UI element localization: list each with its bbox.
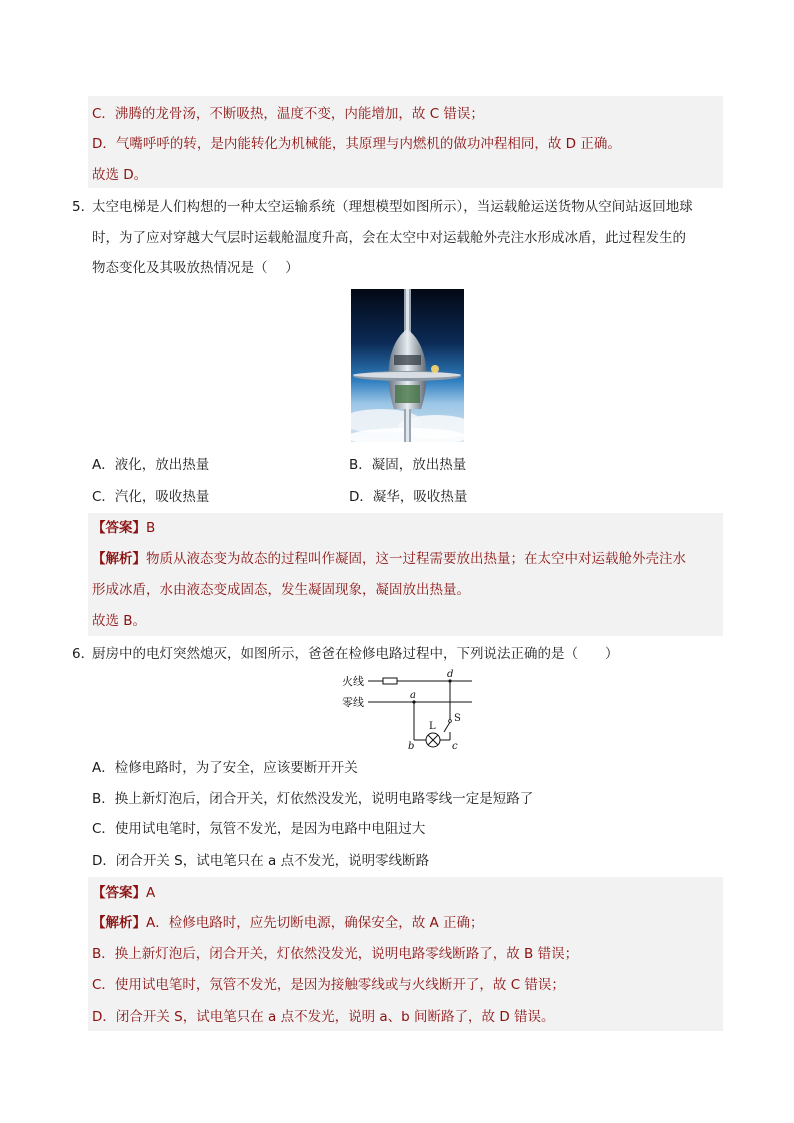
- label-s: S: [454, 713, 461, 724]
- q6-analysis-d: D．闭合开关 S，试电笔只在 a 点不发光，说明 a、b 间断路了，故 D 错误。: [92, 1009, 555, 1025]
- q5-stem-line-1: 太空电梯是人们构想的一种太空运输系统（理想模型如图所示），当运载舱运送货物从空间站返回地球: [92, 199, 693, 215]
- q5-analysis-line-1: [92, 550, 686, 568]
- prev-analysis-d: D．气嘴呼呼的转，是内能转化为机械能，其原理与内燃机的做功冲程相同，故 D 正确。: [92, 136, 621, 152]
- q6-stem: 厨房中的电灯突然熄灭，如图所示，爸爸在检修电路过程中，下列说法正确的是（ ）: [92, 646, 619, 662]
- q5-answer: [92, 519, 155, 537]
- circuit-diagram: [338, 666, 474, 750]
- q6-answer: [92, 884, 155, 902]
- q6-analysis-b: B．换上新灯泡后，闭合开关，灯依然没发光，说明电路零线断路了，故 B 错误；: [92, 946, 579, 962]
- live-wire-label: 火线: [342, 675, 364, 688]
- q5-option-b: B．凝固，放出热量: [349, 457, 467, 473]
- q6-option-d: D．闭合开关 S，试电笔只在 a 点不发光，说明零线断路: [92, 853, 430, 869]
- q6-option-a: A．检修电路时，为了安全，应该要断开开关: [92, 760, 358, 776]
- q5-analysis-text-1: 物质从液态变为故态的过程叫作凝固，这一过程需要放出热量；在太空中对运载舱外壳注水: [146, 551, 686, 567]
- q6-analysis-c: C．使用试电笔时，氖管不发光，是因为接触零线或与火线断开了，故 C 错误；: [92, 977, 565, 993]
- switch-s: [444, 722, 450, 732]
- fuse: [383, 678, 397, 684]
- q6-option-c: C．使用试电笔时，氖管不发光，是因为电路中电阻过大: [92, 821, 426, 837]
- q6-analysis-text-a: A．检修电路时，应先切断电源，确保安全，故 A 正确；: [146, 915, 484, 931]
- label-c: c: [452, 741, 458, 750]
- q5-choice: 故选 B。: [92, 613, 147, 629]
- q5-stem-line-2: 时，为了应对穿越大气层时运载舱温度升高，会在太空中对运载舱外壳注水形成冰盾，此过程发生的: [92, 230, 686, 246]
- q5-answer-value: B: [146, 520, 156, 536]
- q6-analysis-tag: 【解析】: [92, 915, 146, 931]
- prev-analysis-c: C．沸腾的龙骨汤，不断吸热，温度不变，内能增加，故 C 错误；: [92, 106, 484, 122]
- label-b: b: [408, 741, 415, 750]
- q5-answer-tag: 【答案】: [92, 520, 146, 536]
- q5-option-d: D．凝华，吸收热量: [349, 489, 468, 505]
- q5-analysis-line-2: 形成冰盾，水由液态变成固态，发生凝固现象，凝固放出热量。: [92, 582, 470, 598]
- space-elevator-image: [351, 289, 464, 442]
- switch-contact: [449, 720, 452, 723]
- q6-answer-tag: 【答案】: [92, 885, 146, 901]
- q6-analysis-a: [92, 914, 484, 932]
- q5-number: 5．: [72, 199, 95, 215]
- prev-choice: 故选 D。: [92, 167, 148, 183]
- label-a: a: [410, 690, 416, 701]
- label-d: d: [447, 669, 454, 680]
- q5-analysis-tag: 【解析】: [92, 551, 146, 567]
- q5-stem-line-3: 物态变化及其吸放热情况是（ ）: [92, 260, 299, 276]
- q5-option-c: C．汽化，吸收热量: [92, 489, 210, 505]
- q6-number: 6．: [72, 646, 95, 662]
- q5-option-a: A．液化，放出热量: [92, 457, 210, 473]
- q5-answer-box: [88, 513, 723, 636]
- q6-option-b: B．换上新灯泡后，闭合开关，灯依然没发光，说明电路零线一定是短路了: [92, 791, 534, 807]
- q6-answer-value: A: [146, 885, 156, 901]
- label-l: L: [429, 721, 436, 732]
- neutral-wire-label: 零线: [342, 696, 364, 709]
